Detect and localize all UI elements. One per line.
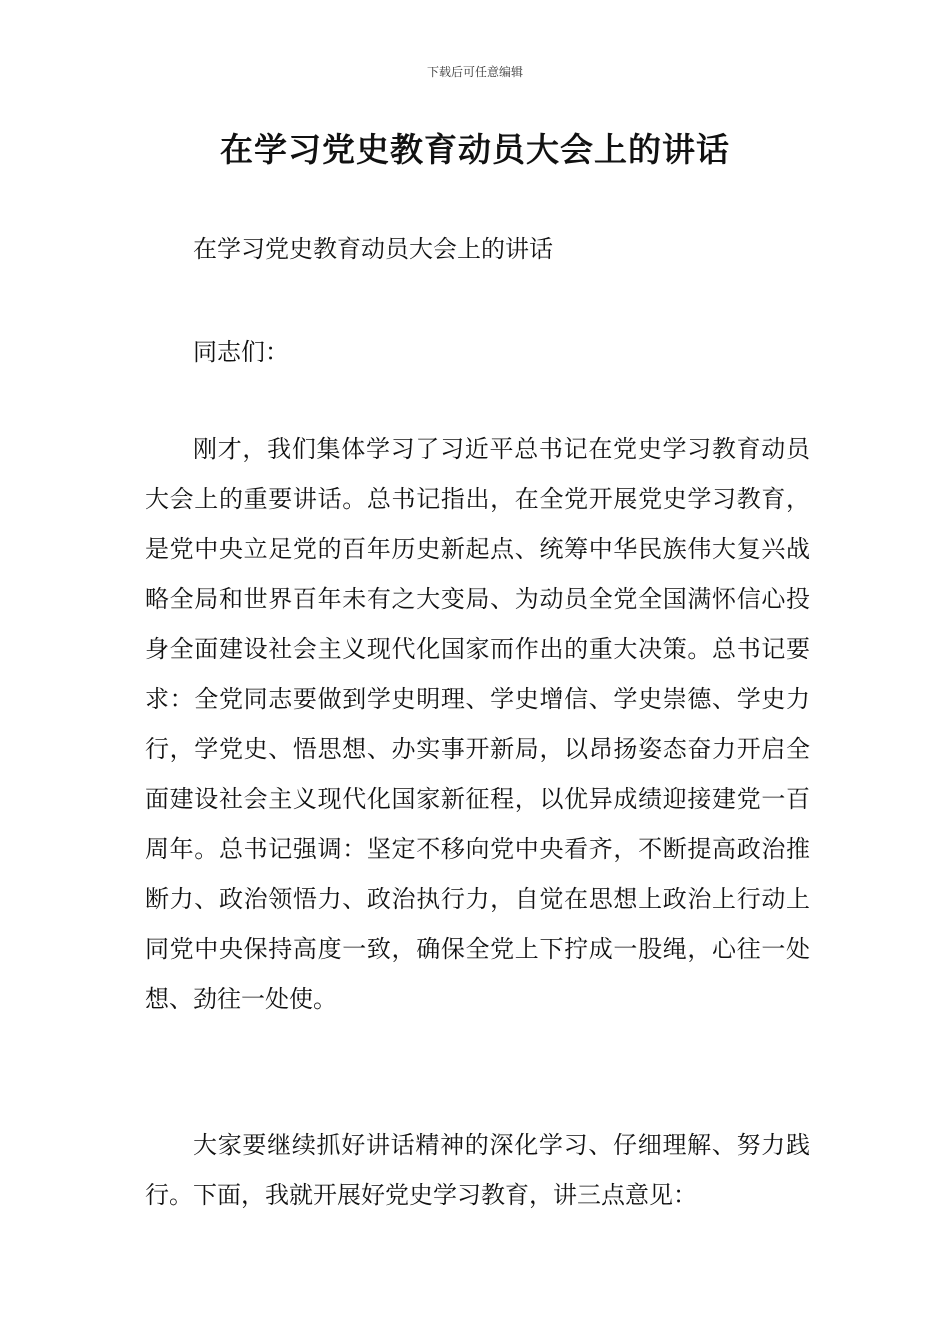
main-paragraph: 刚才，我们集体学习了习近平总书记在党史学习教育动员大会上的重要讲话。总书记指出，在全党开展党史学习教育，是党中央立足党的百年历史新起点、统筹中华民族伟大复兴战略全局和世界百年未有之大变局、为动员全党全国满怀信心投身全面建设社会主义现代化国家而作出的重大决策。总书记要求：全党同志要做到学史明理、学史增信、学史崇德、学史力行，学党史、悟思想、办实事开新局，以昂扬姿态奋力开启全面建设社会主义现代化国家新征程，以优异成绩迎接建党一百周年。总书记强调：坚定不移向党中央看齐，不断提高政治推断力、政治领悟力、政治执行力，自觉在思想上政治上行动上同党中央保持高度一致，确保全党上下拧成一股绳，心往一处想、劲往一处使。: [145, 435, 810, 1013]
closing-paragraph: 大家要继续抓好讲话精神的深化学习、仔细理解、努力践行。下面，我就开展好党史学习教育，讲三点意见：: [145, 1131, 810, 1209]
header-note: 下载后可任意编辑: [426, 65, 523, 79]
document-title: 在学习党史教育动员大会上的讲话: [220, 130, 730, 169]
subtitle-paragraph: 在学习党史教育动员大会上的讲话: [193, 235, 553, 263]
greeting-paragraph: 同志们：: [193, 338, 289, 366]
